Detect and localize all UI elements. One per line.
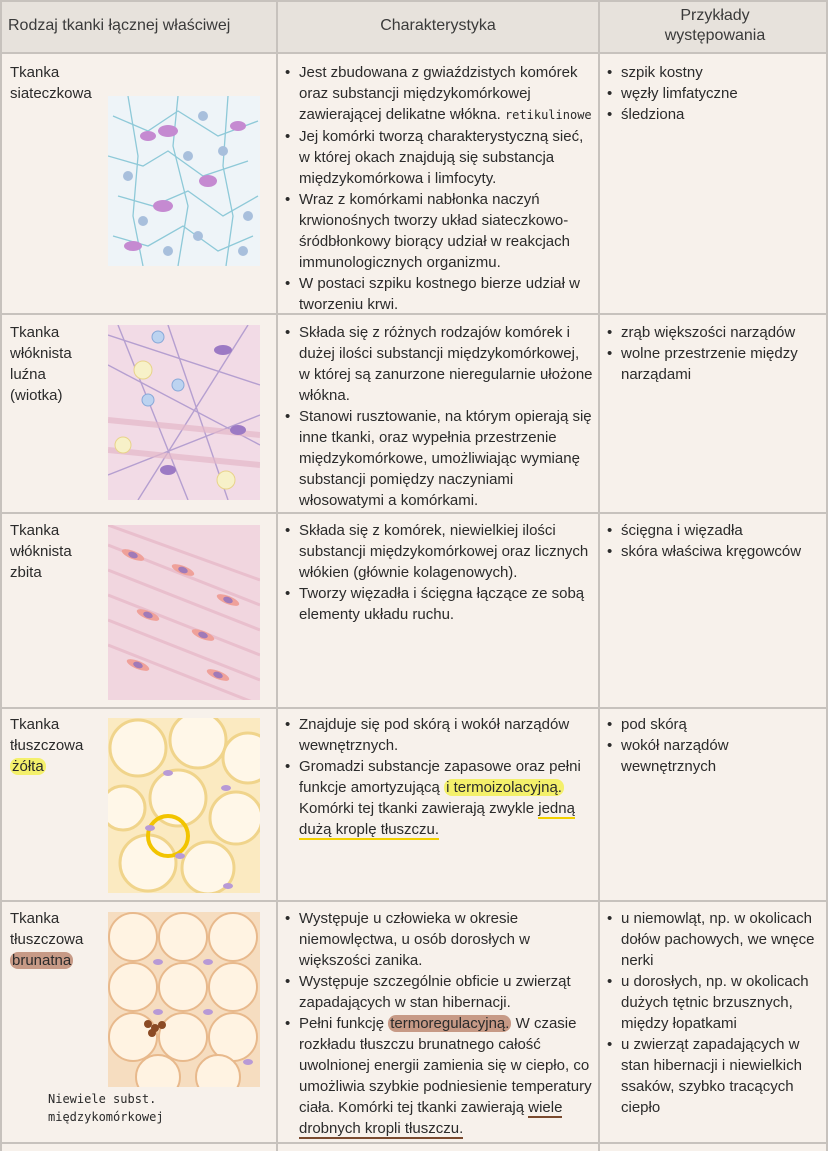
characteristic-item: • Wraz z komórkami nabłonka naczyń krwionośnych tworzy układ siateczkowo-śródbłonkowy biorący udział w reakcjach immunologicznych organizmu. bbox=[283, 189, 593, 273]
example-item: • zrąb większości narządów bbox=[605, 322, 820, 343]
highlighted-term: brunatna bbox=[12, 952, 72, 969]
row-divider bbox=[0, 707, 828, 709]
row-divider bbox=[0, 0, 828, 2]
example-item: • u dorosłych, np. w okolicach dużych tętnic brzusznych, między łopatkami bbox=[605, 971, 820, 1034]
characteristic-item: • Tworzy więzadła i ścięgna łączące ze sobą elementy układu ruchu. bbox=[283, 583, 593, 625]
loose-connective-tissue-illustration bbox=[108, 325, 260, 500]
example-item: • wokół narządów wewnętrznych bbox=[605, 735, 820, 777]
tissue-name: Tkanka tłuszczowa brunatna bbox=[10, 910, 84, 969]
column-divider bbox=[276, 0, 278, 1151]
characteristic-item: • Jest zbudowana z gwiaździstych komórek oraz substancji międzykomórkowej zawierającej delikatne włókna. retikulinowe bbox=[283, 62, 593, 126]
characteristic-item: • Występuje u człowieka w okresie niemowlęctwa, u osób dorosłych w większości zanika. bbox=[283, 908, 593, 971]
examples bbox=[605, 322, 820, 385]
characteristics bbox=[283, 908, 593, 1139]
handwritten-annotation: Niewiele subst. międzykomórkowej bbox=[48, 1092, 164, 1124]
highlighted-term: żółta bbox=[12, 758, 44, 775]
example-item: • ścięgna i więzadła bbox=[605, 520, 820, 541]
example-item: • u niemowląt, np. w okolicach dołów pachowych, we wnęce nerki bbox=[605, 908, 820, 971]
row-divider bbox=[0, 512, 828, 514]
example-item: • śledziona bbox=[605, 104, 820, 125]
row-divider bbox=[0, 1142, 828, 1144]
example-item: • szpik kostny bbox=[605, 62, 820, 83]
tissue-name: Tkanka siateczkowa bbox=[10, 64, 92, 102]
example-item: • węzły limfatyczne bbox=[605, 83, 820, 104]
header-col1: Rodzaj tkanki łącznej właściwej bbox=[8, 17, 231, 34]
white-adipose-tissue-illustration bbox=[108, 718, 260, 893]
highlighted-term: i termoizolacyjną. bbox=[446, 779, 562, 796]
table-border bbox=[0, 0, 2, 1151]
characteristic-item: • Gromadzi substancje zapasowe oraz pełni funkcje amortyzującą i termoizolacyjną. Komórki tej tkanki zawierają zwykle jedną dużą kroplę tłuszczu. bbox=[283, 756, 593, 840]
examples bbox=[605, 714, 820, 777]
examples bbox=[605, 908, 820, 1118]
characteristics bbox=[283, 714, 593, 840]
header-col3: Przykłady występowania bbox=[664, 7, 766, 44]
examples bbox=[605, 520, 820, 562]
example-item: • skóra właściwa kręgowców bbox=[605, 541, 820, 562]
characteristic-item: • Pełni funkcję termoregulacyjną. W czasie rozkładu tłuszczu brunatnego całość uwolnionej energii zamienia się w ciepło, co umożliwia szybkie podniesienie temperatury ciała. Komórki tej tkanki zawierają wiele drobnych kropli tłuszczu. bbox=[283, 1013, 593, 1139]
brown-adipose-tissue-illustration bbox=[108, 912, 260, 1087]
column-divider bbox=[598, 0, 600, 1151]
highlighted-term: termoregulacyjną. bbox=[390, 1015, 510, 1032]
characteristic-item: • Występuje szczególnie obficie u zwierząt zapadających w stan hibernacji. bbox=[283, 971, 593, 1013]
characteristic-item: • Jej komórki tworzą charakterystyczną sieć, w której okach znajdują się substancja międzykomórkowa i limfocyty. bbox=[283, 126, 593, 189]
characteristic-item: • W postaci szpiku kostnego bierze udział w tworzeniu krwi. bbox=[283, 273, 593, 315]
tissue-name: Tkanka włóknista luźna (wiotka) bbox=[10, 324, 72, 404]
characteristic-item: • Znajduje się pod skórą i wokół narządów wewnętrznych. bbox=[283, 714, 593, 756]
tissue-name: Tkanka włóknista zbita bbox=[10, 522, 72, 581]
characteristics bbox=[283, 520, 593, 625]
example-item: • pod skórą bbox=[605, 714, 820, 735]
examples bbox=[605, 62, 820, 125]
row-divider bbox=[0, 900, 828, 902]
dense-connective-tissue-illustration bbox=[108, 525, 260, 700]
example-item: • wolne przestrzenie między narządami bbox=[605, 343, 820, 385]
handwritten-note: retikulinowe bbox=[504, 108, 592, 122]
underlined-phrase: jedną dużą kroplę tłuszczu. bbox=[299, 800, 575, 838]
reticular-tissue-illustration bbox=[108, 96, 260, 266]
underlined-phrase: wiele drobnych kropli tłuszczu. bbox=[299, 1099, 563, 1137]
characteristic-item: • Stanowi rusztowanie, na którym opierają się inne tkanki, oraz wypełnia przestrzenie międzykomórkowe, umożliwiając wymianę substancji pomiędzy naczyniami włosowatymi a komórkami. bbox=[283, 406, 593, 511]
characteristics bbox=[283, 322, 593, 511]
characteristic-item: • Składa się z różnych rodzajów komórek i dużej ilości substancji międzykomórkowej, w której są zanurzone nieregularnie ułożone włókna. bbox=[283, 322, 593, 406]
tissue-name: Tkanka tłuszczowa żółta bbox=[10, 716, 84, 775]
header-col2: Charakterystyka bbox=[380, 17, 496, 34]
characteristics bbox=[283, 62, 593, 315]
example-item: • u zwierząt zapadających w stan hibernacji i niewielkich ssaków, szybko tracących ciepło bbox=[605, 1034, 820, 1118]
characteristic-item: • Składa się z komórek, niewielkiej ilości substancji międzykomórkowej oraz licznych włókien (głównie kolagenowych). bbox=[283, 520, 593, 583]
row-divider bbox=[0, 52, 828, 54]
